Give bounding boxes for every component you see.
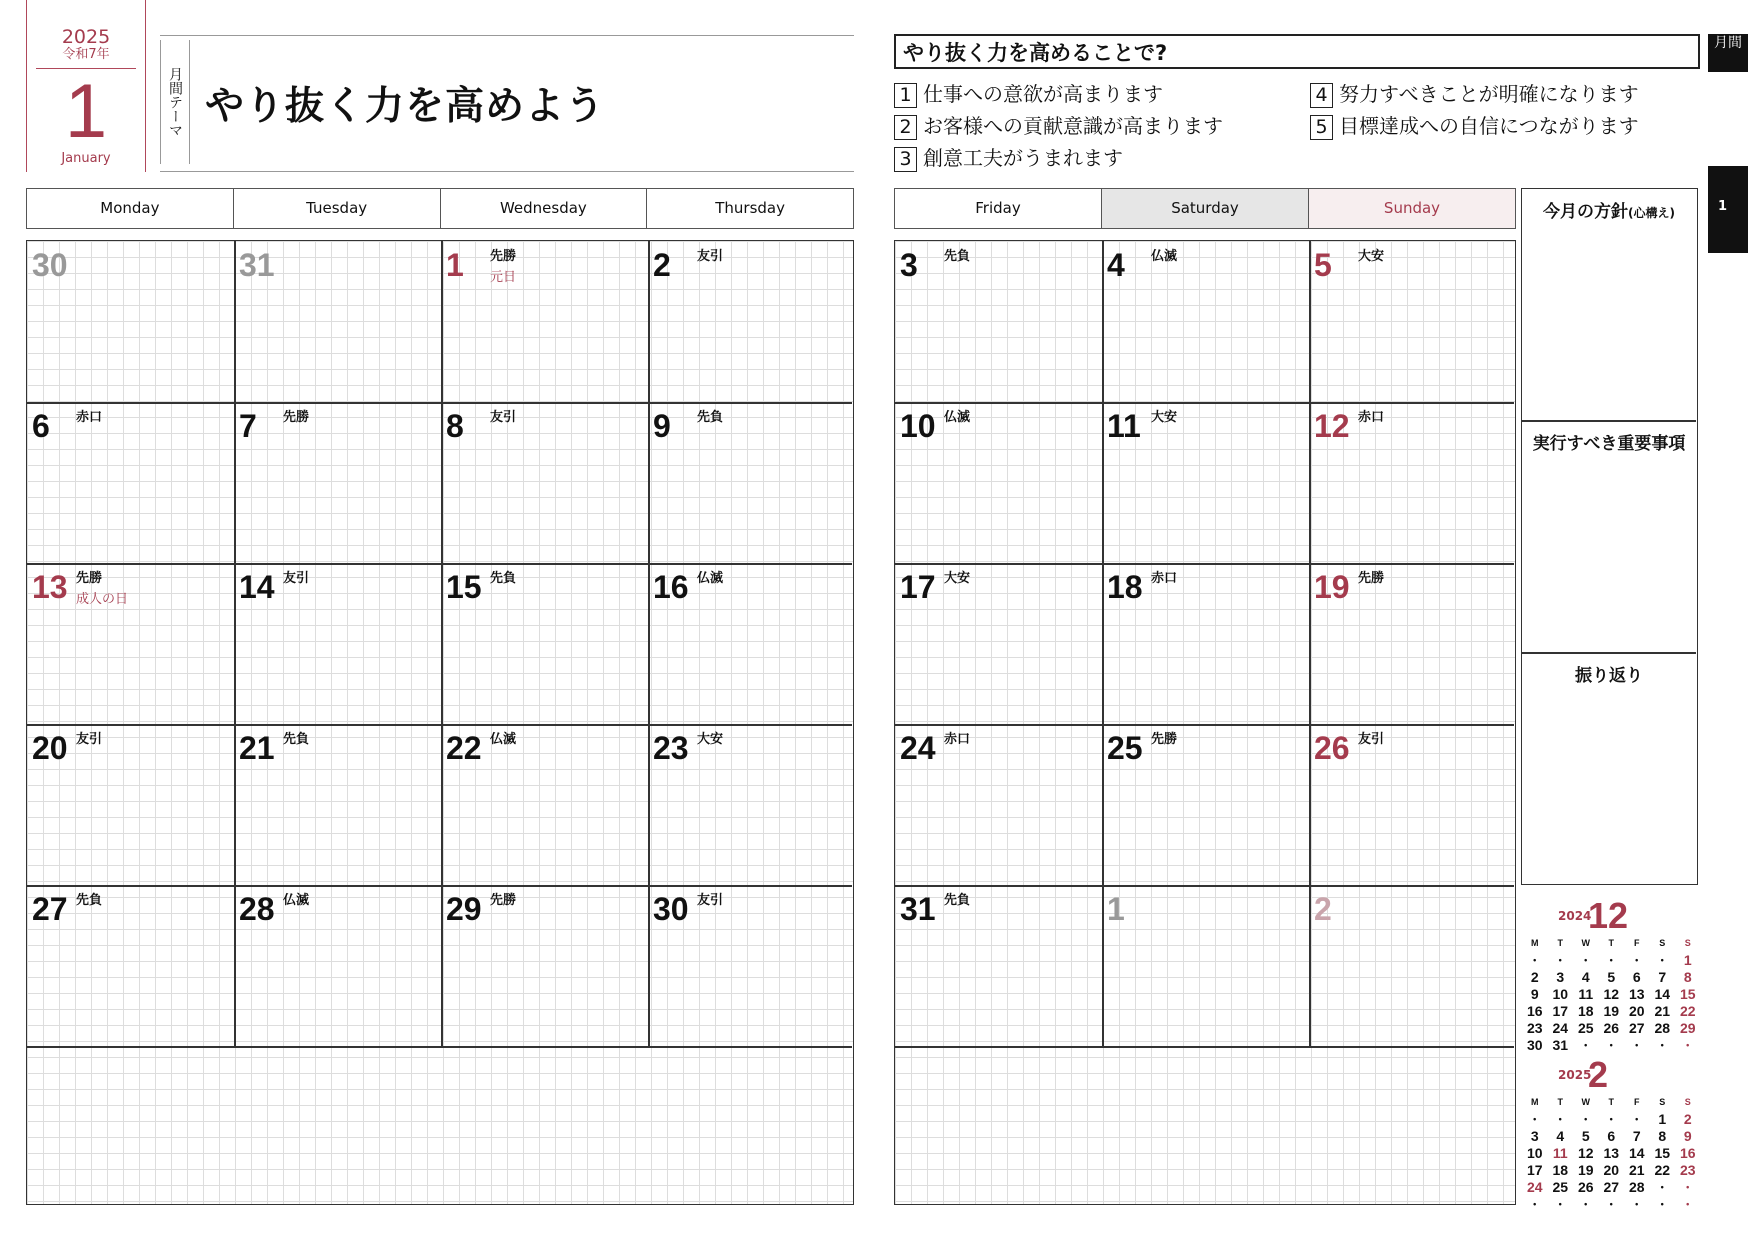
rokuyo-label: 大安: [697, 732, 724, 747]
day-cell[interactable]: [27, 885, 234, 1046]
mini-year: 2025: [1558, 1068, 1592, 1082]
day-number: 22: [446, 730, 482, 766]
rokuyo-label: 大安: [944, 571, 971, 586]
rokuyo-label: 先勝: [1358, 571, 1385, 586]
mini-day: 14: [1628, 1144, 1645, 1161]
day-cell[interactable]: [441, 241, 648, 402]
grid-line: [441, 241, 443, 1046]
mini-day: •: [1660, 1198, 1664, 1209]
day-number: 20: [32, 730, 68, 766]
rokuyo-label: 赤口: [1358, 410, 1385, 425]
mini-day: •: [1635, 1113, 1639, 1124]
mini-day: •: [1533, 1113, 1537, 1124]
mini-day: 10: [1526, 1144, 1543, 1161]
mini-day: 4: [1556, 1127, 1565, 1144]
mini-weekday: F: [1634, 938, 1640, 948]
month-index-tab[interactable]: 1: [1708, 166, 1748, 253]
grid-line: [895, 724, 1514, 726]
mini-day: 20: [1628, 1002, 1645, 1019]
mini-day: 25: [1577, 1019, 1594, 1036]
weekday-label: Monday: [27, 189, 234, 228]
day-cell[interactable]: [27, 724, 234, 885]
mini-day: •: [1609, 954, 1613, 965]
mini-day: •: [1533, 954, 1537, 965]
day-number: 6: [32, 408, 50, 444]
day-number: 26: [1314, 730, 1350, 766]
mini-day: 13: [1628, 985, 1645, 1002]
mini-day: 19: [1577, 1161, 1594, 1178]
weekday-header-right: [894, 188, 1516, 229]
day-cell[interactable]: [441, 885, 648, 1046]
day-number: 18: [1107, 569, 1143, 605]
mini-day: 6: [1607, 1127, 1616, 1144]
day-number: 30: [653, 891, 689, 927]
grid-line: [895, 885, 1514, 887]
day-number: 12: [1314, 408, 1350, 444]
rokuyo-label: 先勝: [76, 571, 103, 586]
question-text: やり抜く力を高めることで?: [903, 41, 1168, 65]
mini-weekday: T: [1608, 938, 1614, 948]
day-cell[interactable]: [27, 241, 234, 402]
day-cell[interactable]: [1102, 563, 1309, 724]
mini-weekday: M: [1531, 1097, 1539, 1107]
day-cell[interactable]: [1102, 402, 1309, 563]
day-cell[interactable]: [234, 402, 441, 563]
weekday-label: Friday: [895, 189, 1102, 228]
day-cell[interactable]: [648, 563, 855, 724]
day-number: 8: [446, 408, 464, 444]
day-number: 10: [900, 408, 936, 444]
policy-heading: 今月の方針(心構え): [1543, 202, 1675, 222]
benefit-item: 5 目標達成への自信につながります: [1310, 110, 1639, 140]
day-number: 19: [1314, 569, 1350, 605]
weekday-label: Sunday: [1309, 189, 1515, 228]
mini-day: 11: [1578, 985, 1594, 1002]
mini-day: •: [1584, 1039, 1588, 1050]
mini-day: 28: [1628, 1178, 1645, 1195]
mini-day: 2: [1530, 968, 1539, 985]
day-cell[interactable]: [1102, 885, 1309, 1046]
day-cell[interactable]: [441, 402, 648, 563]
priorities-heading: 実行すべき重要事項: [1532, 434, 1686, 454]
grid-line: [27, 885, 852, 887]
mini-table: [1522, 1094, 1701, 1212]
day-cell[interactable]: [648, 885, 855, 1046]
mini-day: •: [1660, 1039, 1664, 1050]
mini-weekday: S: [1659, 938, 1666, 948]
grid-line: [895, 563, 1514, 565]
weekday-label: Wednesday: [441, 189, 648, 228]
mini-day: 18: [1577, 1002, 1594, 1019]
day-number: 7: [239, 408, 257, 444]
mini-day: 24: [1552, 1019, 1569, 1036]
day-number: 9: [653, 408, 671, 444]
day-number: 5: [1314, 247, 1332, 283]
mini-day: 9: [1683, 1127, 1692, 1144]
day-cell[interactable]: [1309, 241, 1516, 402]
rokuyo-label: 友引: [490, 410, 517, 425]
mini-month: 12: [1588, 895, 1629, 936]
benefit-item: 2 お客様への貢献意識が高まります: [894, 110, 1223, 140]
mini-day: 3: [1556, 968, 1565, 985]
mini-year: 2024: [1558, 909, 1592, 923]
rokuyo-label: 仏滅: [1151, 249, 1178, 264]
mini-day: 27: [1603, 1178, 1620, 1195]
mini-day: •: [1635, 1039, 1639, 1050]
mini-day: 2: [1683, 1110, 1692, 1127]
mini-day: •: [1635, 954, 1639, 965]
mini-day: 14: [1654, 985, 1671, 1002]
weekday-label: Thursday: [715, 199, 785, 217]
mini-day: 11: [1552, 1144, 1568, 1161]
day-cell[interactable]: [648, 724, 855, 885]
day-number: 30: [32, 247, 68, 283]
day-number: 14: [239, 569, 275, 605]
mini-day: 15: [1654, 1144, 1671, 1161]
day-cell[interactable]: [234, 241, 441, 402]
era-year: 令和7年: [62, 47, 110, 62]
rokuyo-label: 仏滅: [697, 571, 724, 586]
rokuyo-label: 先勝: [283, 410, 310, 425]
day-cell[interactable]: [895, 724, 1102, 885]
mini-day: 16: [1679, 1144, 1696, 1161]
grid-line: [1102, 241, 1104, 1046]
mini-day: •: [1686, 1181, 1690, 1192]
mini-day: 1: [1658, 1110, 1667, 1127]
day-cell[interactable]: [648, 402, 855, 563]
mini-day: 22: [1654, 1161, 1671, 1178]
rokuyo-label: 友引: [283, 571, 310, 586]
mini-day: •: [1584, 1113, 1588, 1124]
rokuyo-label: 先勝: [490, 249, 517, 264]
grid-line: [895, 402, 1514, 404]
mini-table: [1522, 935, 1701, 1053]
rokuyo-label: 先負: [697, 410, 724, 425]
rokuyo-label: 友引: [697, 249, 724, 264]
rokuyo-label: 先負: [490, 571, 517, 586]
mini-day: 15: [1679, 985, 1696, 1002]
day-number: 31: [239, 247, 275, 283]
day-number: 21: [239, 730, 275, 766]
mini-day: •: [1635, 1198, 1639, 1209]
day-cell[interactable]: [1102, 724, 1309, 885]
grid-line: [234, 241, 236, 1046]
mini-day: •: [1558, 954, 1562, 965]
mini-day: •: [1584, 954, 1588, 965]
day-cell[interactable]: [648, 241, 855, 402]
day-cell[interactable]: [895, 885, 1102, 1046]
mini-day: 6: [1632, 968, 1641, 985]
benefit-item: 4 努力すべきことが明確になります: [1310, 78, 1639, 108]
day-number: 1: [1107, 891, 1125, 927]
mini-day: 18: [1552, 1161, 1569, 1178]
mini-day: 28: [1654, 1019, 1671, 1036]
mini-day: •: [1609, 1198, 1613, 1209]
mini-day: •: [1609, 1113, 1613, 1124]
day-number: 27: [32, 891, 68, 927]
grid-line: [27, 563, 852, 565]
mini-weekday: T: [1557, 938, 1563, 948]
day-number: 29: [446, 891, 482, 927]
day-number: 25: [1107, 730, 1143, 766]
grid-line: [648, 241, 650, 1046]
mini-day: •: [1584, 1198, 1588, 1209]
mini-day: 7: [1658, 968, 1667, 985]
mini-month: 2: [1588, 1054, 1609, 1095]
mini-day: 26: [1603, 1019, 1620, 1036]
day-number: 2: [653, 247, 671, 283]
day-cell[interactable]: [234, 885, 441, 1046]
day-cell[interactable]: [895, 563, 1102, 724]
rokuyo-label: 赤口: [1151, 571, 1178, 586]
mini-day: 7: [1632, 1127, 1641, 1144]
day-cell[interactable]: [234, 563, 441, 724]
day-cell[interactable]: [1309, 724, 1516, 885]
day-number: 13: [32, 569, 68, 605]
mini-day: 16: [1526, 1002, 1543, 1019]
rokuyo-label: 大安: [1151, 410, 1178, 425]
mini-day: 26: [1577, 1178, 1594, 1195]
theme-label: 月間テーマ: [160, 40, 190, 164]
mini-day: •: [1686, 1198, 1690, 1209]
mini-weekday: S: [1684, 938, 1691, 948]
rokuyo-label: 友引: [697, 893, 724, 908]
mini-day: 5: [1607, 968, 1616, 985]
day-cell[interactable]: [1309, 402, 1516, 563]
mini-day: 12: [1577, 1144, 1594, 1161]
day-number: 24: [900, 730, 936, 766]
mini-day: 9: [1530, 985, 1539, 1002]
mini-weekday: M: [1531, 938, 1539, 948]
mini-weekday: T: [1557, 1097, 1563, 1107]
mini-day: 1: [1683, 951, 1692, 968]
mini-day: 27: [1628, 1019, 1645, 1036]
grid-line: [27, 1046, 852, 1048]
mini-day: 29: [1679, 1019, 1696, 1036]
weekday-label: Tuesday: [234, 189, 441, 228]
mini-day: •: [1686, 1039, 1690, 1050]
mini-day: •: [1609, 1039, 1613, 1050]
calendar-grid-left: [26, 240, 854, 1205]
mini-day: 21: [1654, 1002, 1671, 1019]
rokuyo-label: 仏滅: [283, 893, 310, 908]
mini-calendar-next: [1522, 1054, 1702, 1212]
day-cell[interactable]: [27, 402, 234, 563]
month-name: January: [61, 151, 111, 166]
rokuyo-label: 先負: [76, 893, 103, 908]
rokuyo-label: 先勝: [490, 893, 517, 908]
side-panel: [1521, 188, 1698, 885]
day-number: 16: [653, 569, 689, 605]
day-number: 31: [900, 891, 936, 927]
grid-line: [27, 724, 852, 726]
mini-day: 8: [1658, 1127, 1667, 1144]
mini-day: 23: [1526, 1019, 1543, 1036]
mini-weekday: S: [1659, 1097, 1666, 1107]
day-number: 3: [900, 247, 918, 283]
day-cell[interactable]: [895, 402, 1102, 563]
divider: [1522, 420, 1696, 422]
mini-day: 12: [1603, 985, 1620, 1002]
grid-line: [895, 1046, 1514, 1048]
benefit-item: 1 仕事への意欲が高まります: [894, 78, 1163, 108]
mini-weekday: W: [1581, 1097, 1590, 1107]
mini-day: •: [1660, 954, 1664, 965]
holiday-label: 成人の日: [76, 592, 129, 607]
mini-calendar-prev: [1522, 895, 1702, 1053]
day-cell[interactable]: [234, 724, 441, 885]
mini-day: 10: [1552, 985, 1569, 1002]
day-number: 4: [1107, 247, 1125, 283]
mini-day: •: [1660, 1181, 1664, 1192]
month-badge: [26, 0, 146, 172]
monthly-tab[interactable]: 月間: [1708, 34, 1748, 72]
rokuyo-label: 先負: [944, 249, 971, 264]
rokuyo-label: 赤口: [944, 732, 971, 747]
mini-day: •: [1558, 1198, 1562, 1209]
mini-weekday: S: [1684, 1097, 1691, 1107]
day-cell[interactable]: [1309, 563, 1516, 724]
day-number: 23: [653, 730, 689, 766]
benefit-item: 3 創意工夫がうまれます: [894, 142, 1123, 172]
rokuyo-label: 友引: [1358, 732, 1385, 747]
mini-day: 5: [1581, 1127, 1590, 1144]
mini-day: •: [1558, 1113, 1562, 1124]
day-cell[interactable]: [441, 563, 648, 724]
mini-weekday: T: [1608, 1097, 1614, 1107]
day-number: 28: [239, 891, 275, 927]
rokuyo-label: 先負: [944, 893, 971, 908]
day-cell[interactable]: [895, 241, 1102, 402]
mini-day: 8: [1683, 968, 1692, 985]
grid-line: [27, 402, 852, 404]
mini-day: 30: [1526, 1036, 1543, 1053]
mini-weekday: W: [1581, 938, 1590, 948]
rokuyo-label: 先負: [283, 732, 310, 747]
holiday-label: 元日: [490, 270, 517, 285]
rokuyo-label: 仏滅: [490, 732, 517, 747]
weekday-header-left: [26, 188, 854, 229]
mini-day: 31: [1552, 1036, 1569, 1053]
rokuyo-label: 友引: [76, 732, 103, 747]
mini-day: 17: [1552, 1002, 1569, 1019]
divider: [1522, 652, 1696, 654]
day-number: 17: [900, 569, 936, 605]
mini-day: 19: [1603, 1002, 1620, 1019]
mini-day: 24: [1526, 1178, 1543, 1195]
rokuyo-label: 赤口: [76, 410, 103, 425]
calendar-grid-right: [894, 240, 1516, 1205]
rokuyo-label: 先勝: [1151, 732, 1178, 747]
day-number: 11: [1107, 408, 1141, 444]
weekday-label: Saturday: [1102, 189, 1309, 228]
day-number: 1: [446, 247, 464, 283]
month-number: 1: [64, 69, 108, 154]
day-cell[interactable]: [1102, 241, 1309, 402]
mini-day: 17: [1526, 1161, 1543, 1178]
mini-day: •: [1533, 1198, 1537, 1209]
mini-day: 13: [1603, 1144, 1620, 1161]
mini-day: 3: [1530, 1127, 1539, 1144]
rokuyo-label: 大安: [1358, 249, 1385, 264]
mini-weekday: F: [1634, 1097, 1640, 1107]
review-heading: 振り返り: [1575, 666, 1643, 686]
grid-line: [1309, 241, 1311, 1046]
day-number: 15: [446, 569, 482, 605]
mini-day: 20: [1603, 1161, 1620, 1178]
day-number: 2: [1314, 891, 1332, 927]
day-cell[interactable]: [27, 563, 234, 724]
rokuyo-label: 仏滅: [944, 410, 971, 425]
mini-day: 22: [1679, 1002, 1696, 1019]
monthly-theme: やり抜く力を高めよう: [205, 84, 606, 129]
mini-day: 23: [1679, 1161, 1696, 1178]
mini-day: 25: [1552, 1178, 1569, 1195]
mini-day: 4: [1581, 968, 1590, 985]
mini-day: 21: [1628, 1161, 1645, 1178]
day-cell[interactable]: [441, 724, 648, 885]
day-cell[interactable]: [1309, 885, 1516, 1046]
year: 2025: [61, 26, 111, 48]
